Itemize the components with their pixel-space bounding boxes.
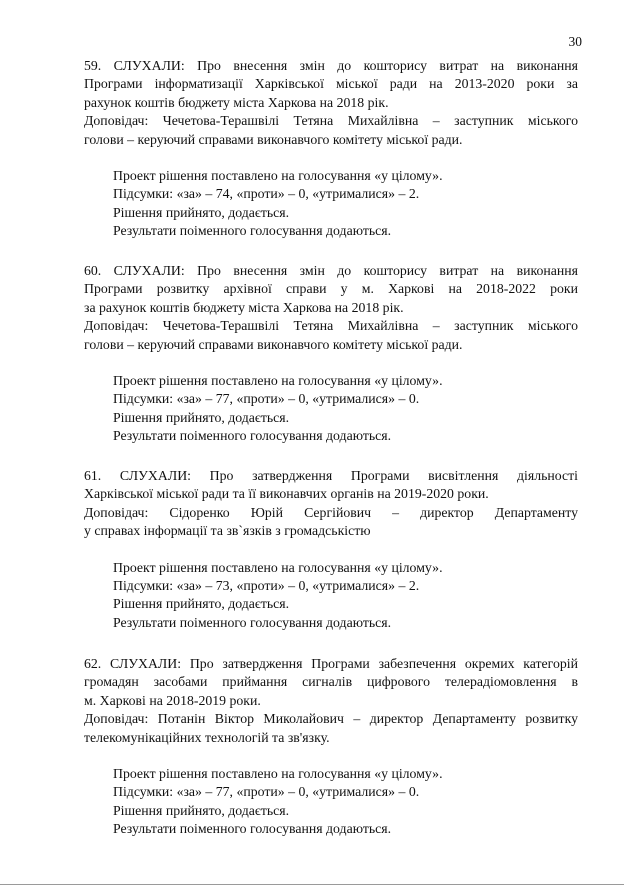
- agenda-item-61: [84, 467, 578, 632]
- agenda-item-62: [84, 655, 578, 839]
- vote-block: [84, 372, 578, 446]
- vote-roll-call: Результати поіменного голосування додаються.: [113, 821, 392, 837]
- speaker-line: голови – керуючий справами виконавчого комітету міської ради.: [84, 336, 463, 352]
- vote-proposal: Проект рішення поставлено на голосування «у цілому».: [113, 168, 443, 184]
- vote-block: [84, 765, 578, 839]
- speaker-line: Доповідач: Чечетова-Терашвілі Тетяна Михайлівна – заступник міського: [84, 318, 578, 334]
- item-text-line: рахунок коштів бюджету міста Харкова на 2018 рік.: [84, 94, 389, 110]
- speaker-line: телекомунікаційних технологій та зв'язку.: [84, 729, 330, 745]
- page-bottom-edge: [0, 884, 624, 885]
- speaker-line: голови – керуючий справами виконавчого комітету міської ради.: [84, 131, 463, 147]
- item-text-line: м. Харкові на 2018-2019 роки.: [84, 692, 261, 708]
- vote-results: Підсумки: «за» – 74, «проти» – 0, «утрималися» – 2.: [113, 186, 420, 202]
- agenda-item-59: [84, 57, 578, 241]
- vote-block: [84, 559, 578, 633]
- item-text-line: 59. СЛУХАЛИ: Про внесення змін до кошторису витрат на виконання: [84, 58, 578, 73]
- vote-decision: Рішення прийнято, додається.: [113, 802, 290, 818]
- item-text-line: Програми розвитку архівної справи у м. Харкові на 2018-2022 роки: [84, 281, 578, 297]
- page-number: 30: [568, 34, 582, 49]
- agenda-item-60: [84, 262, 578, 446]
- item-text-line: за рахунок коштів бюджету міста Харкова на 2018 рік.: [84, 299, 404, 315]
- item-text-line: 60. СЛУХАЛИ: Про внесення змін до кошторису витрат на виконання: [84, 263, 578, 278]
- vote-roll-call: Результати поіменного голосування додаються.: [113, 428, 392, 444]
- speaker-line: Доповідач: Чечетова-Терашвілі Тетяна Михайлівна – заступник міського: [84, 113, 578, 129]
- item-text-line: громадян засобами приймання сигналів цифрового телерадіомовлення в: [84, 674, 578, 690]
- item-text-line: Харківської міської ради та її виконавчих органів на 2019-2020 роки.: [84, 486, 489, 502]
- item-text-line: 62. СЛУХАЛИ: Про затвердження Програми забезпечення окремих категорій: [84, 656, 578, 671]
- item-text-line: 61. СЛУХАЛИ: Про затвердження Програми висвітлення діяльності: [84, 468, 578, 483]
- speaker-line: Доповідач: Сідоренко Юрій Сергійович – директор Департаменту: [84, 504, 578, 520]
- vote-roll-call: Результати поіменного голосування додаються.: [113, 223, 392, 239]
- vote-proposal: Проект рішення поставлено на голосування «у цілому».: [113, 559, 443, 575]
- vote-proposal: Проект рішення поставлено на голосування «у цілому».: [113, 766, 443, 782]
- vote-block: [84, 167, 578, 241]
- item-text-line: Програми інформатизації Харківської міської ради на 2013-2020 роки за: [84, 76, 578, 92]
- vote-roll-call: Результати поіменного голосування додаються.: [113, 614, 392, 630]
- speaker-line: у справах інформації та зв`язків з громадськістю: [84, 523, 371, 539]
- vote-decision: Рішення прийнято, додається.: [113, 409, 290, 425]
- vote-proposal: Проект рішення поставлено на голосування «у цілому».: [113, 373, 443, 389]
- vote-decision: Рішення прийнято, додається.: [113, 204, 290, 220]
- vote-results: Підсумки: «за» – 77, «проти» – 0, «утрималися» – 0.: [113, 391, 420, 407]
- vote-decision: Рішення прийнято, додається.: [113, 596, 290, 612]
- vote-results: Підсумки: «за» – 73, «проти» – 0, «утрималися» – 2.: [113, 578, 420, 594]
- speaker-line: Доповідач: Потанін Віктор Миколайович – директор Департаменту розвитку: [84, 711, 578, 727]
- vote-results: Підсумки: «за» – 77, «проти» – 0, «утрималися» – 0.: [113, 784, 420, 800]
